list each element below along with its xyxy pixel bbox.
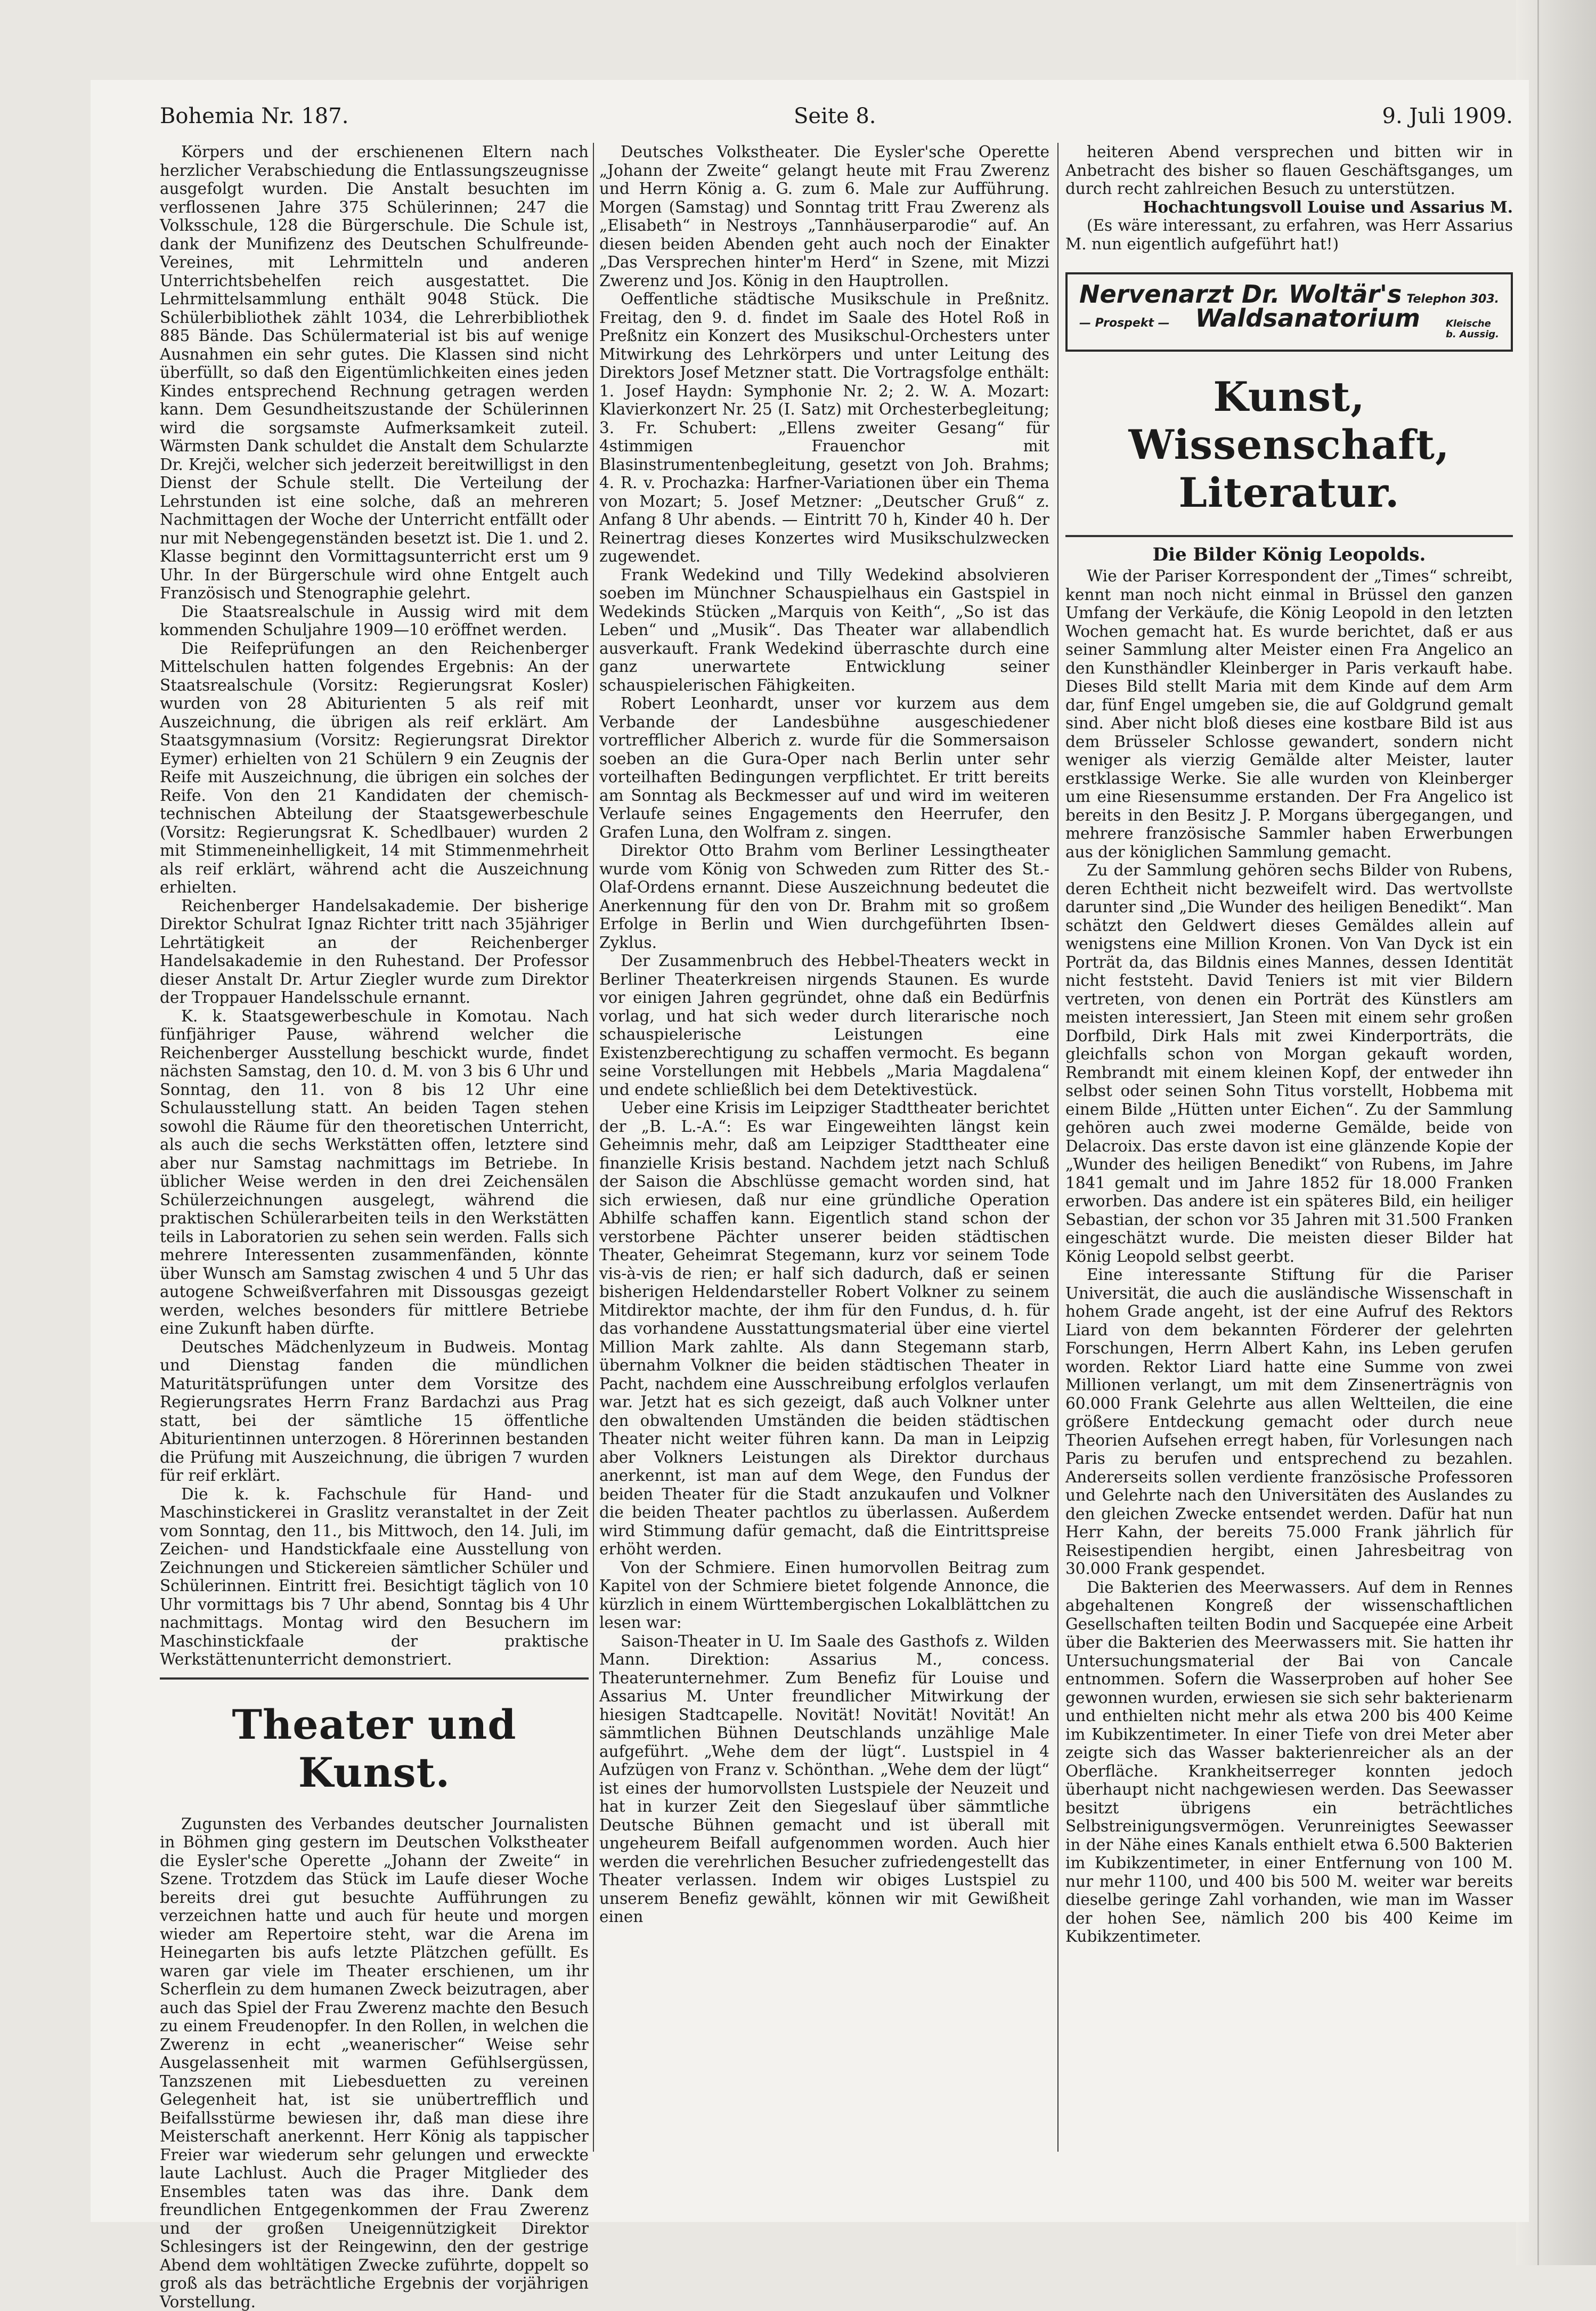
ad-telephone: Telephon 303. bbox=[1406, 290, 1499, 309]
ad-row-bottom bbox=[1079, 309, 1499, 340]
article-paragraph: Oeffentliche städtische Musikschule in Preßnitz. Freitag, den 9. d. findet im Saale des Hotel Roß in Preßnitz ein Konzert des Musikschul-Orchesters unter Mitwirkung des Lehrkörpers und unter Leitung des Direktors Josef Metzner statt. Die Vortragsfolge enthält: 1. Josef Haydn: Symphonie Nr. 2; 2. W. A. Mozart: Klavierkonzert Nr. 25 (I. Satz) mit Orchesterbegleitung; 3. Fr. Schubert: „Ellens zweiter Gesang“ für 4stimmigen Frauenchor mit Blasinstrumentenbegleitung, gesetzt von Joh. Brahms; 4. R. v. Prochazka: Harfner-Variationen über ein Thema von Mozart; 5. Josef Metzner: „Deutscher Gruß“ z. Anfang 8 Uhr abends. — Eintritt 70 h, Kinder 40 h. Der Reinertrag dieses Konzertes wird Musikschulzwecken zugewendet. bbox=[599, 290, 1049, 566]
article-paragraph: K. k. Staatsgewerbeschule in Komotau. Nach fünfjähriger Pause, während welcher die Reichenberger Ausstellung beschickt wurde, findet nächsten Samstag, den 10. d. M. von 3 bis 6 Uhr und Sonntag, den 11. von 8 bis 12 Uhr eine Schulausstellung statt. An beiden Tagen stehen sowohl die Räume für den theoretischen Unterricht, als auch die sechs Werkstätten offen, letztere sind aber nur Samstag nachmittags im Betriebe. In üblicher Weise werden in den drei Zeichensälen Schülerzeichnungen ausgelegt, während die praktischen Schülerarbeiten teils in den Werkstätten teils in Laboratorien zu sehen sein werden. Falls sich mehrere Interessenten zusammenfänden, könnte über Wunsch am Samstag zwischen 4 und 5 Uhr das autogene Schweißverfahren mit Dissousgas gezeigt werden, welches besonders für mittlere Betriebe eine Zukunft haben dürfte. bbox=[160, 1007, 589, 1338]
letter-signature: Hochachtungsvoll Louise und Assarius M. bbox=[1065, 198, 1513, 217]
section-divider bbox=[160, 1677, 589, 1680]
column-divider bbox=[593, 143, 594, 2152]
article-paragraph: Deutsches Volkstheater. Die Eysler'sche Operette „Johann der Zweite“ gelangt heute mit Frau Zwerenz und Herrn König a. G. zum 6. Male zur Aufführung. Morgen (Samstag) und Sonntag tritt Frau Zwerenz als „Elisabeth“ in Nestroys „Tannhäuserparodie“ auf. An diesen beiden Abenden geht auch noch der Einakter „Das Versprechen hinter'm Herd“ in Szene, mit Mizzi Zwerenz und Jos. König in den Hauptrollen. bbox=[599, 143, 1049, 290]
ad-location-line1: Kleische bbox=[1446, 318, 1491, 329]
section-title-theater: Theater und Kunst. bbox=[160, 1701, 589, 1797]
page-header bbox=[160, 104, 1513, 141]
ad-doctor-name: Nervenarzt Dr. Woltär's bbox=[1079, 285, 1402, 304]
article-paragraph: Ueber eine Krisis im Leipziger Stadttheater berichtet der „B. L.-A.“: Es war Eingeweihten längst kein Geheimnis mehr, daß am Leipziger Stadttheater eine finanzielle Krisis bestand. Nachdem jetzt nach Schluß der Saison die Abschlüsse gemacht worden sind, hat sich erwiesen, daß nur eine gründliche Operation Abhilfe schaffen kann. Eigentlich stand schon der verstorbene Pächter unserer beiden städtischen Theater, Geheimrat Stegemann, kurz vor seinem Tode vis-à-vis de rien; er half sich dadurch, daß er seinen bisherigen Heldendarsteller Robert Volkner zu seinem Mitdirektor machte, der ihm für den Fundus, d. h. für das vorhandene Ausstattungsmaterial über eine viertel Million Mark zahlte. Als dann Stegemann starb, übernahm Volkner die beiden städtischen Theater in Pacht, nachdem eine Ausschreibung erfolglos verlaufen war. Jetzt hat es sich gezeigt, daß auch Volkner unter den obwaltenden Umständen die beiden städtischen Theater nicht weiter führen kann. Da man in Leipzig aber Volkners Leistungen als Direktor durchaus anerkennt, ist man auf dem Wege, den Fundus der beiden Theater für die Stadt anzukaufen und Volkner die beiden Theater pachtlos zu überlassen. Außerdem wird Stimmung dafür gemacht, daß die Eintrittspreise erhöht werden. bbox=[599, 1099, 1049, 1559]
article-paragraph: Zu der Sammlung gehören sechs Bilder von Rubens, deren Echtheit nicht bezweifelt wird. Das wertvollste darunter sind „Die Wunder des heiligen Benedikt“. Man schätzt den Geldwert dieses Gemäldes allein auf wenigstens eine Million Kronen. Von Van Dyck ist ein Porträt da, das Bildnis eines Mannes, dessen Identität nicht feststeht. David Teniers ist mit vier Bildern vertreten, von denen ein Porträt des Künstlers am meisten interessiert, Jan Steen mit einem sehr großen Dorfbild, Dirk Hals mit zwei Kinderporträts, die gleichfalls schon von Morgan gekauft worden, Rembrandt mit einem kleinen Kopf, der entweder ihn selbst oder seinen Sohn Titus vorstellt, Hobbema mit einem Bilde „Hütten unter Eichen“. Zu der Sammlung gehören auch zwei moderne Gemälde, beide von Delacroix. Das erste davon ist eine glänzende Kopie der „Wunder des heiligen Benedikt“ von Rubens, im Jahre 1841 gemalt und im Jahre 1852 für 18.000 Franken erworben. Das andere ist ein späteres Bild, ein heiliger Sebastian, der schon vor 35 Jahren mit 31.500 Franken eingeschätzt wurde. Die meisten dieser Bilder hat König Leopold selbst geerbt. bbox=[1065, 861, 1513, 1266]
left-paragraphs-a bbox=[160, 143, 589, 1669]
article-paragraph: Saison-Theater in U. Im Saale des Gasthofs z. Wilden Mann. Direktion: Assarius M., concess. Theaterunternehmer. Zum Benefiz für Louise und Assarius M. Unter freundlicher Mitwirkung der hiesigen Stadtcapelle. Novität! Novität! Novität! An sämmtlichen Bühnen Deutschlands unzählige Male aufgeführt. „Wehe dem der lügt“. Lustspiel in 4 Aufzügen von Franz v. Schönthan. „Wehe dem der lügt“ ist eines der humorvollsten Lustspiele der Neuzeit und hat in kurzer Zeit den Siegeslauf über sämmtliche Deutsche Bühnen gemacht und ist überall mit ungeheurem Beifall aufgenommen worden. Auch hier werden die verehrlichen Besucher zufriedengestellt das Theater verlassen. Indem wir obiges Lustspiel zu unserem Benefiz gewählt, können wir mit Gewißheit einen bbox=[599, 1632, 1049, 1926]
ad-location bbox=[1446, 319, 1499, 340]
article-paragraph: Eine interessante Stiftung für die Pariser Universität, die auch die ausländische Wissenschaft in hohem Grade angeht, ist der eine Aufruf des Rektors Liard von dem bekannten Förderer der gelehrten Forschungen, Herrn Albert Kahn, ins Leben gerufen worden. Rektor Liard hatte eine Summe von zwei Millionen verlangt, um mit dem Zinsenerträgnis von 60.000 Frank Gelehrte aus allen Weltteilen, die eine größere Entdeckung gemacht oder durch neue Theorien Aufsehen erregt haben, für Vorlesungen nach Paris zu berufen und entsprechend zu bezahlen. Andererseits sollen verdiente französische Professoren und Gelehrte nach den Universitäten des Auslandes zu den gleichen Zwecke entsendet werden. Dafür hat nun Herr Kahn, der bereits 75.000 Frank jährlich für Reisestipendien hergibt, einen Jahresbeitrag von 30.000 Frank gespendet. bbox=[1065, 1266, 1513, 1578]
article-paragraph: Wie der Pariser Korrespondent der „Times“ schreibt, kennt man noch nicht einmal in Brüssel den ganzen Umfang der Verkäufe, die König Leopold in den letzten Wochen gemacht hat. Es wurde berichtet, daß er aus seiner Sammlung alter Meister einen Fra Angelico an den Kunsthändler Kleinberger in Paris verkauft habe. Dieses Bild stellt Maria mit dem Kinde auf dem Arm dar, fünf Engel umgeben sie, die auf Goldgrund gemalt sind. Aber nicht bloß dieses eine kostbare Bild ist aus dem Brüsseler Schlosse gewandert, sondern nicht weniger als vierzig Gemälde alter Meister, lauter erstklassige Werke. Sie alle wurden von Kleinberger um eine Riesensumme erstanden. Der Fra Angelico ist bereits in den Besitz J. P. Morgans übergegangen, und mehrere französische Sammler haben Erwerbungen aus der königlichen Sammlung gemacht. bbox=[1065, 567, 1513, 861]
article-paragraph: Reichenberger Handelsakademie. Der bisherige Direktor Schulrat Ignaz Richter tritt nach 35jähriger Lehrtätigkeit an der Reichenberger Handelsakademie in den Ruhestand. Der Professor dieser Anstalt Dr. Artur Ziegler wurde zum Direktor der Troppauer Handelsschule ernannt. bbox=[160, 897, 589, 1007]
article-paragraph: Zugunsten des Verbandes deutscher Journalisten in Böhmen ging gestern im Deutschen Volkstheater die Eysler'sche Operette „Johann der Zweite“ in Szene. Trotzdem das Stück im Laufe dieser Woche bereits drei gut besuchte Aufführungen zu verzeichnen hatte und auch für heute und morgen wieder am Repertoire steht, war die Arena im Heinegarten bis aufs letzte Plätzchen gefüllt. Es waren gar viele im Theater erschienen, um ihr Scherflein zu dem humanen Zweck beizutragen, aber auch das Spiel der Frau Zwerenz machte den Besuch zu einem Freudenopfer. In den Rollen, in welchen die Zwerenz in echt „weanerischer“ Weise sehr Ausgelassenheit mit warmen Gefühlsergüssen, Tanzszenen mit Liebesduetten zu vereinen Gelegenheit hat, ist sie unübertrefflich und Beifallsstürme bewiesen ihr, daß man diese ihre Meisterschaft anerkennt. Herr König als tappischer Freier war wiederum sehr gelungen und erweckte laute Lachlust. Auch die Prager Mitglieder des Ensembles taten was das ihre. Dank dem freundlichen Entgegenkommen der Frau Zwerenz und der großen Uneigennützigkeit Direktor Schlesingers ist der Reingewinn, den der gestrige Abend dem wohltätigen Zwecke zuführte, doppelt so groß als das beträchtliche Ergebnis der vorjährigen Vorstellung. bbox=[160, 1815, 589, 2311]
header-page-number: Seite 8. bbox=[794, 104, 876, 128]
ad-prospekt: — Prospekt — bbox=[1079, 314, 1170, 333]
article-paragraph: Die k. k. Fachschule für Hand- und Maschinstickerei in Graslitz veranstaltet in der Zeit vom Sonntag, den 11., bis Mittwoch, den 14. Juli, im Zeichen- und Handstickfaale eine Ausstellung von Zeichnungen und Stickereien sämtlicher Schüler und Schülerinnen. Eintritt frei. Besichtigt täglich von 10 Uhr vormittags bis 7 Uhr abend, Sonntag bis 4 Uhr nachmittags. Montag wird den Besuchern im Maschinstickfaale der praktische Werkstättenunterricht demonstriert. bbox=[160, 1485, 589, 1669]
article-paragraph: Die Staatsrealschule in Aussig wird mit dem kommenden Schuljahre 1909—10 eröffnet werden. bbox=[160, 603, 589, 639]
column-right bbox=[1065, 143, 1513, 2152]
sanatorium-advertisement bbox=[1065, 272, 1513, 352]
column-divider bbox=[1057, 143, 1058, 2152]
article-paragraph: Der Zusammenbruch des Hebbel-Theaters weckt in Berliner Theaterkreisen nirgends Staunen. Es wurde vor einigen Jahren gegründet, ohne daß ein Bedürfnis vorlag, und hat sich weder durch literarische noch schauspielerische Leistungen eine Existenzberechtigung zu schaffen vermocht. Es begann seine Vorstellungen mit Hebbels „Maria Magdalena“ und endete schließlich bei dem Detektivestück. bbox=[599, 952, 1049, 1099]
column-middle bbox=[599, 143, 1049, 2152]
section-divider bbox=[1065, 535, 1513, 537]
article-paragraph: Robert Leonhardt, unser vor kurzem aus dem Verbande der Landesbühne ausgeschiedener vortrefflicher Alberich z. wurde für die Sommersaison soeben an die Gura-Oper nach Berlin unter sehr vorteilhaften Bedingungen verpflichtet. Er tritt bereits am Sonntag als Beckmesser auf und wird im weiteren Verlaufe seines Engagements den Heerrufer, den Grafen Luna, den Wolfram z. singen. bbox=[599, 694, 1049, 841]
ad-location-line2: b. Aussig. bbox=[1446, 329, 1499, 340]
ad-sanatorium-name: Waldsanatorium bbox=[1195, 309, 1420, 328]
article-paragraph: heiteren Abend versprechen und bitten wir in Anbetracht des bisher so flauen Geschäftsganges, um durch recht zahlreichen Besuch zu unterstützen. bbox=[1065, 143, 1513, 198]
article-paragraph: Von der Schmiere. Einen humorvollen Beitrag zum Kapitel von der Schmiere bietet folgende Annonce, die kürzlich in einem Württembergischen Lokalblättchen zu lesen war: bbox=[599, 1559, 1049, 1632]
header-date: 9. Juli 1909. bbox=[1382, 104, 1513, 128]
article-paragraph: Die Bakterien des Meerwassers. Auf dem in Rennes abgehaltenen Kongreß der wissenschaftlichen Gesellschaften teilten Bodin und Sacquepée eine Arbeit über die Bakterien des Meerwassers mit. Sie hatten ihr Untersuchungsmaterial der Bai von Cancale entnommen. Sofern die Wasserproben auf hoher See gewonnen wurden, erwiesen sie sich sehr bakterienarm und enthielten nicht mehr als etwa 200 bis 400 Keime im Kubikzentimeter. In einer Tiefe von drei Meter aber zeigte sich das Wasser bakterienreicher als an der Oberfläche. Krankheitserreger konnten jedoch überhaupt nicht nachgewiesen werden. Das Seewasser besitzt übrigens ein beträchtliches Selbstreinigungsvermögen. Verunreinigtes Seewasser in der Nähe eines Kanals enthielt etwa 6.500 Bakterien im Kubikzentimeter, in einer Entfernung von 100 M. nur mehr 1100, und 400 bis 500 M. weiter war bereits dieselbe geringe Zahl vorhanden, wie man im Wasser der hohen See, nämlich 200 bis 400 Keime im Kubikzentimeter. bbox=[1065, 1578, 1513, 1946]
section-title-kunst: Kunst, Wissenschaft, Literatur. bbox=[1065, 373, 1513, 517]
column-left bbox=[160, 143, 589, 2152]
article-paragraph: (Es wäre interessant, zu erfahren, was Herr Assarius M. nun eigentlich aufgeführt hat!) bbox=[1065, 216, 1513, 253]
article-paragraph: Die Reifeprüfungen an den Reichenberger Mittelschulen hatten folgendes Ergebnis: An der Staatsrealschule (Vorsitz: Regierungsrat Kosler) wurden von 28 Abiturienten 5 als reif mit Auszeichnung, die übrigen als reif erklärt. Am Staatsgymnasium (Vorsitz: Regierungsrat Direktor Eymer) erhielten von 21 Schülern 9 ein Zeugnis der Reife mit Auszeichnung, die übrigen ein solches der Reife. Von den 21 Kandidaten der chemisch-technischen Abteilung der Staatsgewerbeschule (Vorsitz: Regierungsrat K. Schedlbauer) wurden 2 mit Stimmeneinhelligkeit, 14 mit Stimmenmehrheit als reif erklärt, während acht die Auszeichnung erhielten. bbox=[160, 639, 589, 897]
article-paragraph: Deutsches Mädchenlyzeum in Budweis. Montag und Dienstag fanden die mündlichen Maturitätsprüfungen unter dem Vorsitze des Regierungsrates Herrn Franz Bardachzi aus Prag statt, bei der sämtliche 15 öffentliche Abiturientinnen unterzogen. 8 Hörerinnen bestanden die Prüfung mit Auszeichnung, die übrigen 7 wurden für reif erklärt. bbox=[160, 1338, 589, 1485]
article-paragraph: Körpers und der erschienenen Eltern nach herzlicher Verabschiedung die Entlassungszeugnisse ausgefolgt wurden. Die Anstalt besuchten im verflossenen Jahre 375 Schülerinnen; 247 die Volksschule, 128 die Bürgerschule. Die Schule ist, dank der Munifizenz des Deutschen Schulfreunde-Vereines, mit Lehrmitteln und anderen Unterrichtsbehelfen reich ausgestattet. Die Lehrmittelsammlung enthält 9048 Stück. Die Schülerbibliothek zählt 1034, die Lehrerbibliothek 885 Bände. Das Schülermaterial ist bis auf wenige Ausnahmen ein sehr gutes. Die Klassen sind nicht überfüllt, so daß den Eigentümlichkeiten eines jeden Kindes entsprechend Rechnung getragen werden kann. Dem Gesundheitszustande der Schülerinnen wird die sorgsamste Aufmerksamkeit zuteil. Wärmsten Dank schuldet die Anstalt dem Schularzte Dr. Krejči, welcher sich jederzeit bereitwilligst in den Dienst der Schule stellt. Die Verteilung der Lehrstunden ist eine solche, daß an mehreren Nachmittagen der Woche der Unterricht entfällt oder nur mit Nebengegenständen besetzt ist. Die 1. und 2. Klasse beginnt den Vormittagsunterricht erst um 9 Uhr. In der Bürgerschule wird ohne Entgelt auch Französisch und Stenographie gelehrt. bbox=[160, 143, 589, 603]
article-paragraph: Frank Wedekind und Tilly Wedekind absolvieren soeben im Münchner Schauspielhaus ein Gastspiel in Wedekinds Stücken „Marquis von Keith“, „So ist das Leben“ und „Musik“. Das Theater war allabendlich ausverkauft. Frank Wedekind überraschte durch eine ganz unerwartete Entwicklung seiner schauspielerischen Fähigkeiten. bbox=[599, 566, 1049, 695]
left-paragraphs-b bbox=[160, 1815, 589, 2311]
article-paragraph: Direktor Otto Brahm vom Berliner Lessingtheater wurde vom König von Schweden zum Ritter des St.-Olaf-Ordens ernannt. Diese Auszeichnung bedeutet die Anerkennung für den von Dr. Brahm mit so großem Erfolge in Berlin und Wien durchgeführten Ibsen-Zyklus. bbox=[599, 841, 1049, 952]
header-issue: Bohemia Nr. 187. bbox=[160, 104, 348, 128]
article-headline: Die Bilder König Leopolds. bbox=[1065, 546, 1513, 564]
